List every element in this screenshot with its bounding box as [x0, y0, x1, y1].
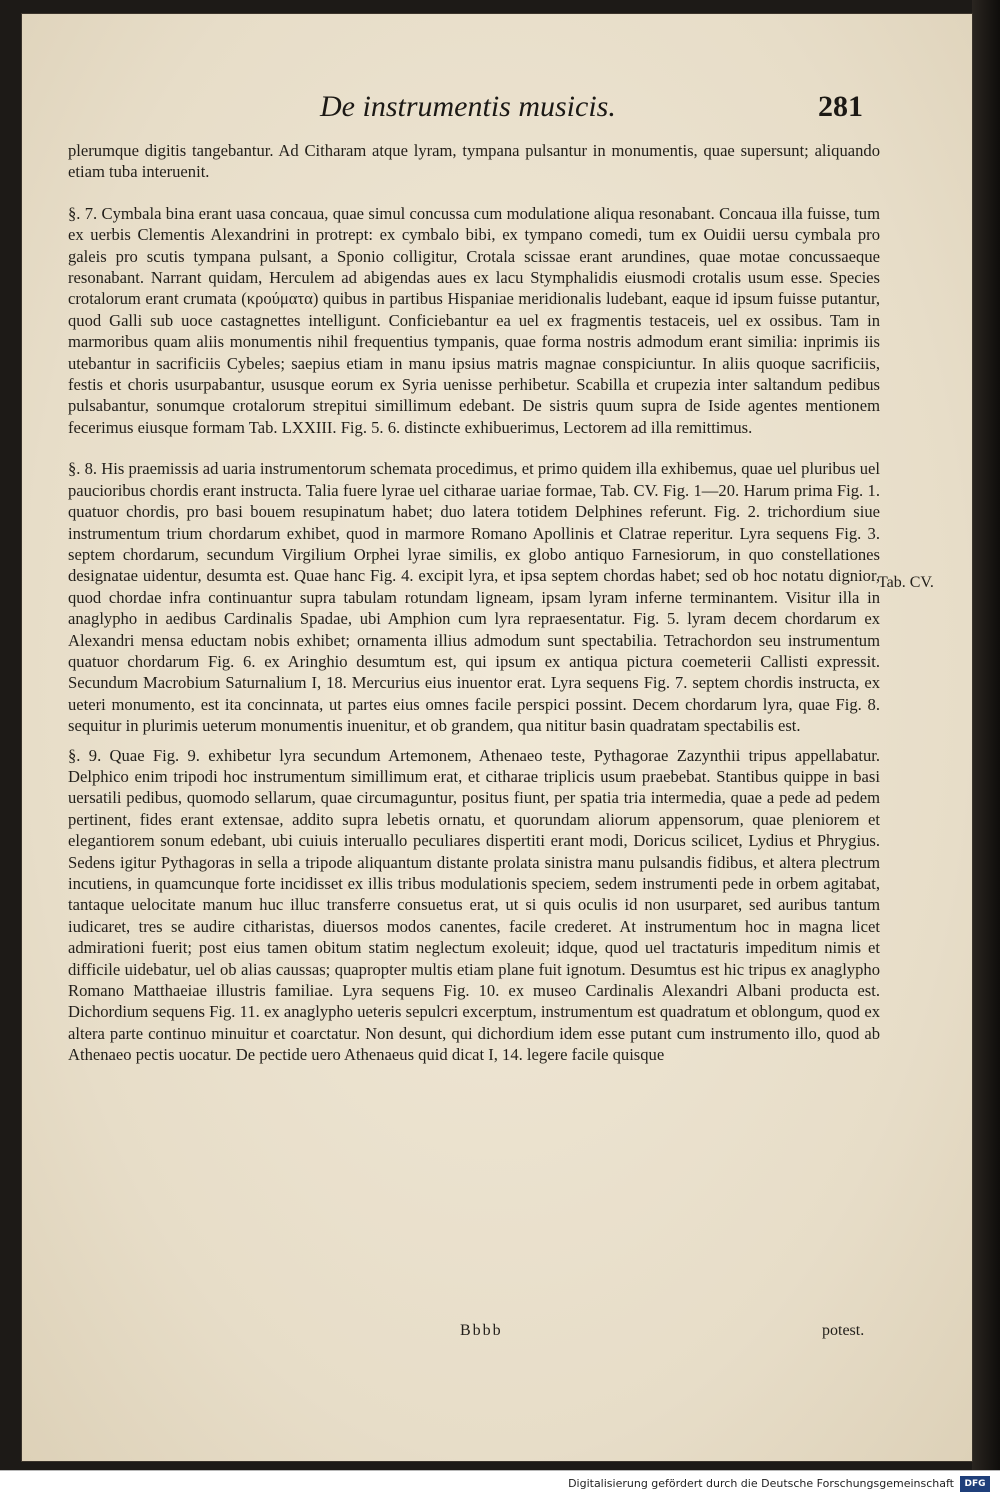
- funding-credit: Digitalisierung gefördert durch die Deutsche Forschungsgemeinschaft: [568, 1477, 954, 1490]
- signature-mark: Bbbb: [460, 1322, 503, 1339]
- running-title: De instrumentis musicis.: [320, 90, 616, 123]
- dfg-logo: DFG: [960, 1476, 990, 1492]
- footer-bar: [0, 1470, 1000, 1498]
- margin-note: Tab. CV.: [878, 574, 934, 591]
- signature-line: [22, 1322, 972, 1346]
- paragraph-section-7: §. 7. Cymbala bina erant uasa concaua, quae simul concussa cum modulatione aliqua resonabant. Concaua illa fuisse, tum ex uerbis Clementis Alexandrini in protrept: ex cymbalo bibi, ex tympano comedi, tum ex Ouidii uersu cymbala pro galeis pro scutis tympana pulsant, a Sponio colligitur, Crotala scissae erant arundines, quae motae concussaeque resonabant. Narrant quidam, Herculem ad abigendas aues ex lacu Stymphalidis eiusmodi crotalis usum esse. Species crotalorum erant crumata (κρούματα) quibus in partibus Hispaniae meridionalis ludebant, eaque id ipsum fuisse putantur, quod Galli sub uoce castagnettes intelligunt. Conficiebantur ea uel ex fragmentis testaceis, uel ex ossibus. Tam in marmoribus quam aliis monumentis nihil frequentius tympanis, quae forma nostris admodum erant similia: inprimis iis utebantur in sacrificiis Cybeles; saepius etiam in manu ipsius matris magnae conspiciuntur. In aliis quoque sacrificiis, festis et choris usurpabantur, ususque eorum ex Syria uenisse perhibetur. Scabilla et crupezia inter saltandum pedibus pulsabantur, sonumque crotalorum strepitui simillimum edebant. De sistris quum supra de Iside agentes mentionem fecerimus eiusque formam Tab. LXXIII. Fig. 5. 6. distincte exhibuerimus, Lectorem ad illa remittimus.: [68, 203, 880, 437]
- paragraph-section-8: §. 8. His praemissis ad uaria instrumentorum schemata procedimus, et primo quidem illa exhibemus, quae uel pluribus uel paucioribus chordis erant instructa. Talia fuere lyrae uel citharae uariae formae, Tab. CV. Fig. 1—20. Harum prima Fig. 1. quatuor chordis, pro basi bouem resupinatum habet; duo latera totidem Delphines referunt. Fig. 2. trichordium siue instrumentum trium chordarum exhibet, quod in marmore Romano Apollinis et Clatrae reperitur. Lyra sequens Fig. 3. septem chordarum, secundum Virgilium Orphei lyrae similis, ex globo antiquo Farnesiorum, in quo constellationes designatae uidentur, desumta est. Quae hanc Fig. 4. excipit lyra, et ipsa septem chordas habet; sed ob hoc notatu dignior, quod chordae infra continuantur supra tabulam rotundam ligneam, ipsam lyram inferne terminantem. Visitur illa in anaglypho in aedibus Cardinalis Spadae, ubi Amphion cum lyra repraesentatur. Fig. 5. lyram decem chordarum ex Alexandri mensa eductam nobis exhibet; ornamenta illius admodum sunt spectabilia. Tetrachordon seu instrumentum quatuor chordarum Fig. 6. ex Aringhio desumtum est, qui ipsum ex antiqua pictura coemeterii Callisti expressit. Secundum Macrobium Saturnalium I, 18. Mercurius eius inuentor erat. Lyra sequens Fig. 7. septem chordis instructa, ex ueteri monumento, est ita concinnata, ut partes eius omnes facile perspici possint. Decem chordarum lyra, quae Fig. 8. sequitur in plurimis ueterum monumentis inuenitur, et ob grandem, qua nititur basin quadratam spectabilis est.: [68, 459, 880, 736]
- page-number: 281: [818, 90, 863, 123]
- paragraph-section-9: §. 9. Quae Fig. 9. exhibetur lyra secundum Artemonem, Athenaeo teste, Pythagorae Zazynthii tripus appellabatur. Delphico enim tripodi hoc instrumentum simillimum erat, et citharae triplicis usum praebebat. Stantibus quippe in basi uersatili pedibus, quomodo sellarum, quae circumaguntur, positus fiunt, per spatia tria intermedia, quae a pede ad pedem pertinent, fides erant extensae, addito supra lebetis ornatu, et quorundam aliorum appensorum, quae pleniorem et elegantiorem sonum edebant, ubi cuiuis interuallo peculiares dispertiti erant modi, Doricus scilicet, Lydius et Phrygius. Sedens igitur Pythagoras in sella a tripode aliquantum distante prolata sinistra manu pulsandis fidibus, et altera plectrum incutiens, in quamcunque forte incidisset ex illis tribus modulationis speciem, sedem instrumenti pede in orbem agitabat, tantaque uelocitate manum huc illuc transferre consuetus erat, ut si quis oculis id non usurparet, sed auribus tantum iudicaret, tres se audire citharistas, diuersos modos canentes, facile crederet. At instrumentum hoc in magna licet admirationi fuerit; post eius tamen obitum statim neglectum exoleuit; idque, quod uel tractaturis impeditum nimis et difficile uidebatur, uel ob alias caussas; quapropter multis etiam plane fuit ignotum. Desumtus est hic tripus ex anaglypho Romano Matthaeiae illustris familiae. Lyra sequens Fig. 10. ex museo Cardinalis Alexandri Albani producta est. Dichordium sequens Fig. 11. ex anaglypho ueteris sepulcri excerptum, instrumentum est quadratum et oblongum, quod ex altera parte continuo minuitur et coarctatur. Non desunt, qui dichordium idem esse putant cum instrumento illo, quod ab Athenaeo pectis uocatur. De pectide uero Athenaeus quid dicat I, 14. legere facile quisque: [68, 745, 880, 1065]
- paragraph-continuation: plerumque digitis tangebantur. Ad Citharam atque lyram, tympana pulsantur in monumentis, quae supersunt; aliquando etiam tuba interuenit.: [68, 141, 880, 182]
- book-page: [22, 14, 972, 1461]
- book-spine: [972, 0, 1000, 1497]
- running-head: [22, 90, 972, 130]
- catchword: potest.: [822, 1322, 865, 1339]
- body-text: [68, 140, 880, 1066]
